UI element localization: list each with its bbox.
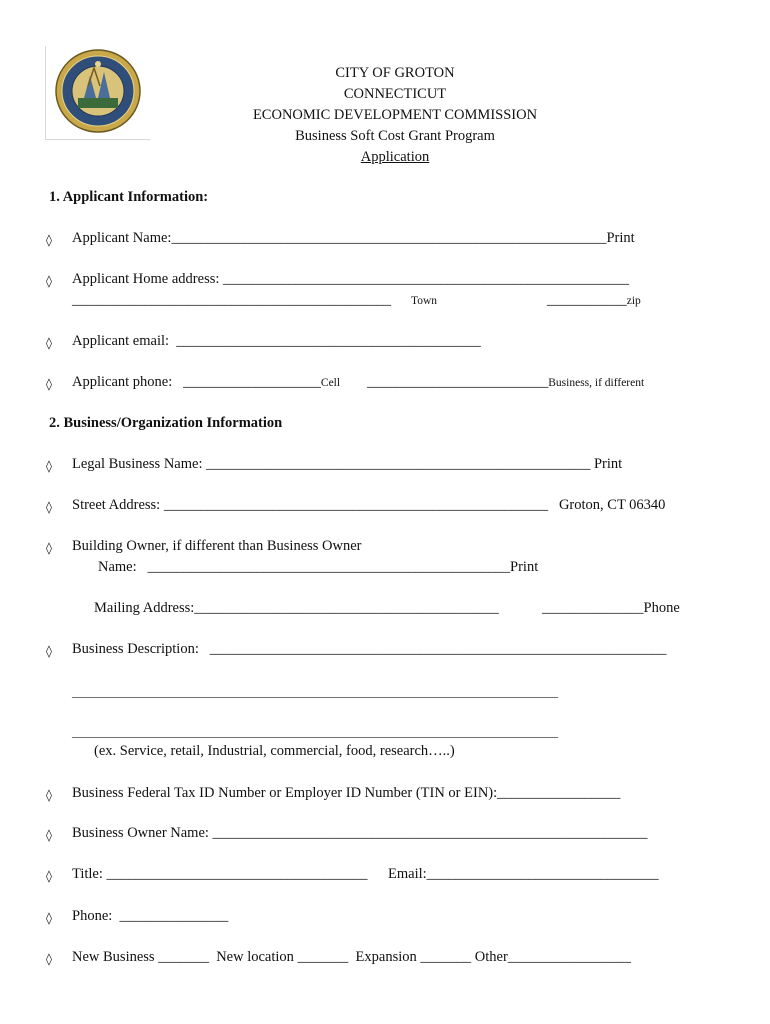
new-location-label: New location xyxy=(216,949,294,965)
expansion-label: Expansion xyxy=(355,949,417,965)
new-business-field[interactable]: _______ xyxy=(158,949,209,965)
business-type-row xyxy=(72,949,631,966)
mailing-phone-label: Phone xyxy=(643,600,680,616)
bullet: ◊ xyxy=(46,274,52,288)
mailing-address-field[interactable]: __________________________________________ xyxy=(194,600,499,616)
business-phone-row xyxy=(367,374,644,391)
business-owner-field[interactable]: ____________________________________________________________ xyxy=(212,825,648,841)
applicant-phone-label: Applicant phone: xyxy=(72,374,173,390)
business-description-field-3[interactable]: _________________________________________________________________________________ xyxy=(72,725,558,739)
building-owner-name-label: Name: xyxy=(98,559,137,575)
street-address-city: Groton, CT 06340 xyxy=(558,497,666,513)
applicant-name-field[interactable]: ____________________________________________________________ xyxy=(171,230,607,246)
bullet: ◊ xyxy=(46,828,52,842)
applicant-email-row xyxy=(72,333,481,350)
owner-email-row xyxy=(388,866,659,883)
bullet: ◊ xyxy=(46,377,52,391)
legal-name-label: Legal Business Name: xyxy=(72,456,203,472)
business-owner-row xyxy=(72,825,648,842)
header-line2: CONNECTICUT xyxy=(343,86,447,102)
mailing-address-label: Mailing Address: xyxy=(94,600,195,616)
header-line5: Application xyxy=(360,149,430,165)
bullet: ◊ xyxy=(46,541,52,555)
title-label: Title: xyxy=(72,866,103,882)
building-owner-name-row xyxy=(98,559,538,576)
owner-email-field[interactable]: ________________________________ xyxy=(426,866,659,882)
business-description-label: Business Description: xyxy=(72,641,199,657)
building-owner-name-field[interactable]: __________________________________________________ xyxy=(147,559,511,575)
applicant-name-print: Print xyxy=(606,230,635,246)
title-row xyxy=(72,866,368,883)
title-field[interactable]: ____________________________________ xyxy=(106,866,368,882)
other-field[interactable]: _________________ xyxy=(507,949,632,965)
business-description-field-2[interactable]: _________________________________________________________________________________ xyxy=(72,685,558,699)
new-business-label: New Business xyxy=(72,949,155,965)
applicant-name-label: Applicant Name: xyxy=(72,230,172,246)
applicant-email-field[interactable]: __________________________________________ xyxy=(176,333,481,349)
applicant-phone-row xyxy=(72,374,340,391)
applicant-address-row2 xyxy=(72,292,391,309)
street-address-field[interactable]: _____________________________________________________ xyxy=(163,497,549,513)
applicant-address-field[interactable]: ________________________________________________________ xyxy=(223,271,630,287)
legal-name-field[interactable]: _____________________________________________________ xyxy=(206,456,591,472)
zip-label: zip xyxy=(626,295,641,307)
business-phone-field[interactable]: _________________________ xyxy=(367,374,549,390)
bullet: ◊ xyxy=(46,644,52,658)
section2-title: 2. Business/Organization Information xyxy=(49,415,283,431)
bullet: ◊ xyxy=(46,336,52,350)
zip-row xyxy=(547,292,641,309)
building-owner-name-print: Print xyxy=(510,559,539,575)
tax-id-field[interactable]: _________________ xyxy=(497,785,621,801)
town-label: Town xyxy=(411,295,438,307)
header-line4: Business Soft Cost Grant Program xyxy=(295,128,495,144)
applicant-name-row xyxy=(72,230,635,247)
header-line1: CITY OF GROTON xyxy=(335,65,455,81)
tax-id-label: Business Federal Tax ID Number or Employer ID Number (TIN or EIN): xyxy=(72,785,498,801)
mailing-phone-row xyxy=(542,600,680,617)
legal-name-row xyxy=(72,456,622,473)
new-location-field[interactable]: _______ xyxy=(297,949,349,965)
business-description-example: (ex. Service, retail, Industrial, commercial, food, research…..) xyxy=(94,743,455,759)
owner-email-label: Email: xyxy=(388,866,427,882)
zip-field[interactable]: ___________ xyxy=(547,292,627,308)
expansion-field[interactable]: _______ xyxy=(420,949,472,965)
other-label: Other xyxy=(474,949,508,965)
mailing-address-row xyxy=(94,600,499,617)
applicant-email-label: Applicant email: xyxy=(72,333,170,349)
business-owner-label: Business Owner Name: xyxy=(72,825,209,841)
building-owner-label: Building Owner, if different than Business Owner xyxy=(72,538,362,554)
bullet: ◊ xyxy=(46,459,52,473)
cell-label: Cell xyxy=(320,377,341,389)
bullet: ◊ xyxy=(46,500,52,514)
header-line3: ECONOMIC DEVELOPMENT COMMISSION xyxy=(252,107,538,123)
business-if-different-label: Business, if different xyxy=(548,377,645,389)
legal-name-print: Print xyxy=(593,456,623,472)
applicant-town-field[interactable]: ____________________________________________ xyxy=(72,292,391,308)
street-address-row xyxy=(72,497,665,514)
mailing-phone-field[interactable]: ______________ xyxy=(542,600,644,616)
tax-id-row xyxy=(72,785,620,802)
street-address-label: Street Address: xyxy=(72,497,161,513)
bullet: ◊ xyxy=(46,233,52,247)
applicant-address-row xyxy=(72,271,629,288)
business-description-field[interactable]: _______________________________________________________________ xyxy=(209,641,667,657)
applicant-cell-field[interactable]: ___________________ xyxy=(183,374,321,390)
owner-phone-label: Phone: xyxy=(72,908,113,924)
section1-title: 1. Applicant Information: xyxy=(49,189,209,205)
owner-phone-row xyxy=(72,908,228,925)
applicant-address-label: Applicant Home address: xyxy=(72,271,220,287)
bullet: ◊ xyxy=(46,788,52,802)
bullet: ◊ xyxy=(46,911,52,925)
bullet: ◊ xyxy=(46,869,52,883)
bullet: ◊ xyxy=(46,952,52,966)
owner-phone-field[interactable]: _______________ xyxy=(119,908,229,924)
business-description-row xyxy=(72,641,667,658)
